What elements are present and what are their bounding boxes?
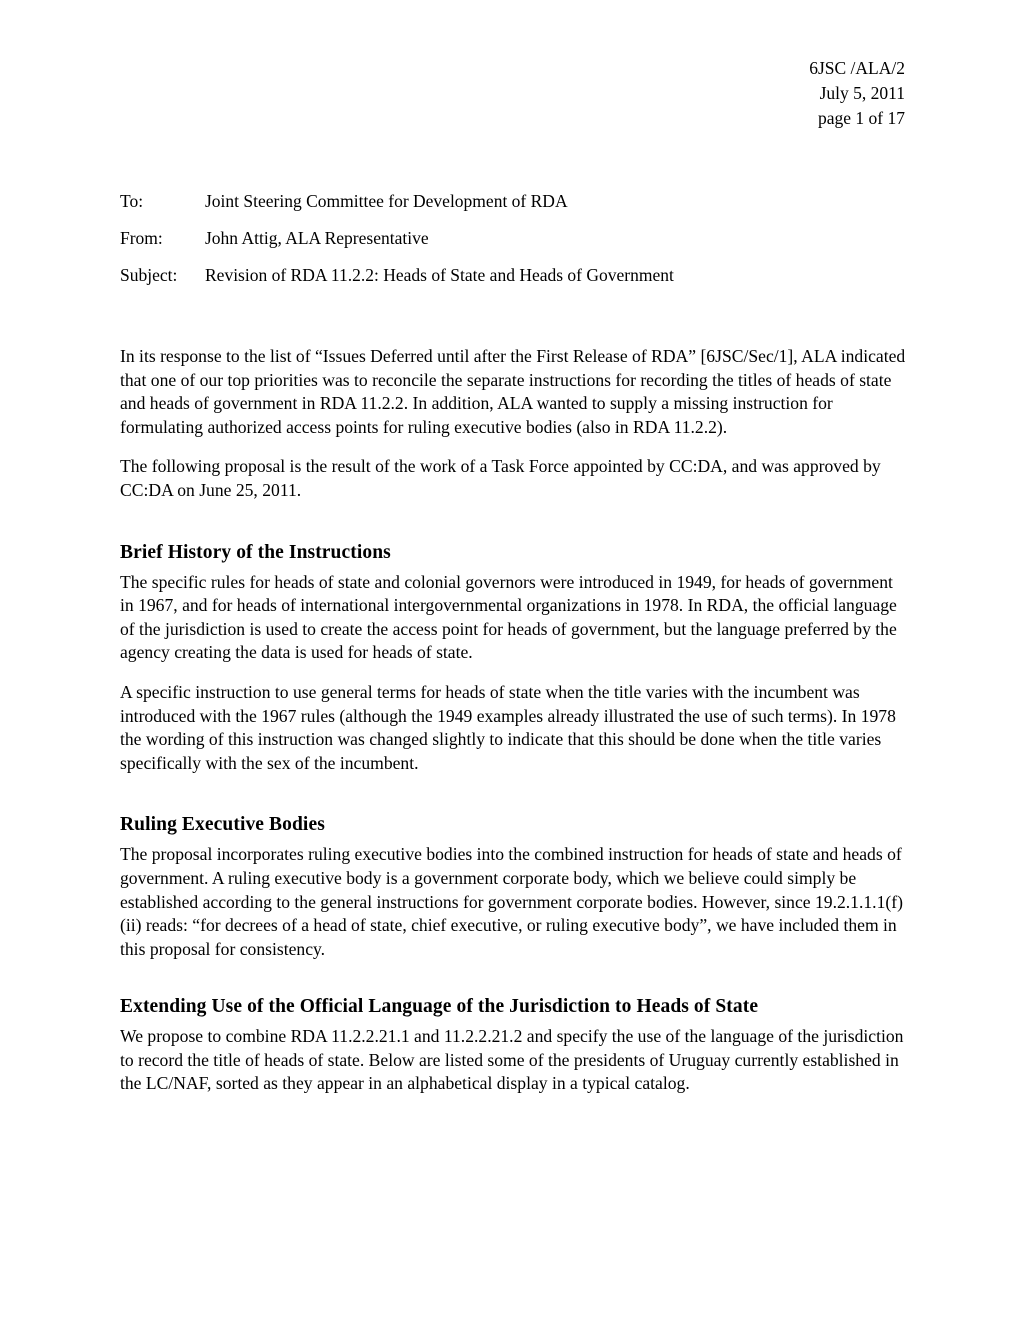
memo-value-from: John Attig, ALA Representative — [205, 228, 429, 248]
memo-value-to: Joint Steering Committee for Development of RDA — [205, 191, 568, 211]
intro-paragraph-2: The following proposal is the result of the work of a Task Force appointed by CC:DA, and was approved by CC:DA on June 25, 2011. — [120, 456, 881, 500]
memo-body-spacer — [120, 287, 906, 345]
heading-spacer-1 — [120, 519, 906, 541]
document-header — [405, 56, 905, 131]
header-page-number: page 1 of 17 — [818, 108, 905, 128]
heading-spacer-2 — [120, 791, 906, 813]
memo-label-subject: Subject: — [120, 265, 178, 285]
section-heading-ruling-executive-bodies: Ruling Executive Bodies — [120, 814, 325, 836]
memo-label-from: From: — [120, 228, 163, 248]
memo-header-block — [120, 190, 906, 287]
memo-row-subject — [120, 264, 906, 287]
header-date: July 5, 2011 — [819, 83, 905, 103]
brief-history-paragraph-1: The specific rules for heads of state and colonial governors were introduced in 1949, for heads of government in 1967, and for heads of international intergovernmental organizations in 1978. In RDA, the official language of the jurisdiction is used to create the access point for heads of government, but the language preferred by the agency creating the data is used for heads of state. — [120, 571, 897, 663]
ruling-executive-bodies-paragraph-1: The proposal incorporates ruling executive bodies into the combined instruction for heads of state and heads of government. A ruling executive body is a government corporate body, which we believe could simply be established according to the general instructions for government corporate bodies. However, since 19.2.1.1.1(f)(ii) reads: “for decrees of a head of state, chief executive, or ruling executive body”, we have included them in this proposal for consistency. — [120, 844, 903, 959]
memo-label-to: To: — [120, 191, 144, 211]
document-body — [120, 190, 906, 1112]
brief-history-paragraph-2: A specific instruction to use general terms for heads of state when the title varies with the incumbent was introduced with the 1967 rules (although the 1949 examples already illustrated the use of such terms). In 1978 the wording of this instruction was changed slightly to indicate that this should be done when the title varies specifically with the sex of the incumbent. — [120, 681, 896, 773]
section-heading-extending-use: Extending Use of the Official Language of the Jurisdiction to Heads of State — [120, 996, 759, 1018]
section-heading-brief-history: Brief History of the Instructions — [120, 541, 391, 563]
heading-spacer-3 — [120, 977, 906, 995]
memo-row-from — [120, 227, 906, 250]
intro-paragraph-1: In its response to the list of “Issues Deferred until after the First Release of RDA” [6JSC/Sec/1], ALA indicated that one of our top priorities was to reconcile the separate instructions for recording the titles of heads of state and heads of government in RDA 11.2.2. In addition, ALA wanted to supply a missing instruction for formulating authorized access points for ruling executive bodies (also in RDA 11.2.2). — [120, 346, 906, 437]
header-document-number: 6JSC /ALA/2 — [809, 58, 905, 78]
extending-use-paragraph-1: We propose to combine RDA 11.2.2.21.1 and 11.2.2.21.2 and specify the use of the language of the jurisdiction to record the title of heads of state. Below are listed some of the presidents of Uruguay currently established in the LC/NAF, sorted as they appear in an alphabetical display in a typical catalog. — [120, 1026, 904, 1094]
memo-value-subject: Revision of RDA 11.2.2: Heads of State and Heads of Government — [205, 265, 674, 285]
memo-row-to — [120, 190, 906, 213]
